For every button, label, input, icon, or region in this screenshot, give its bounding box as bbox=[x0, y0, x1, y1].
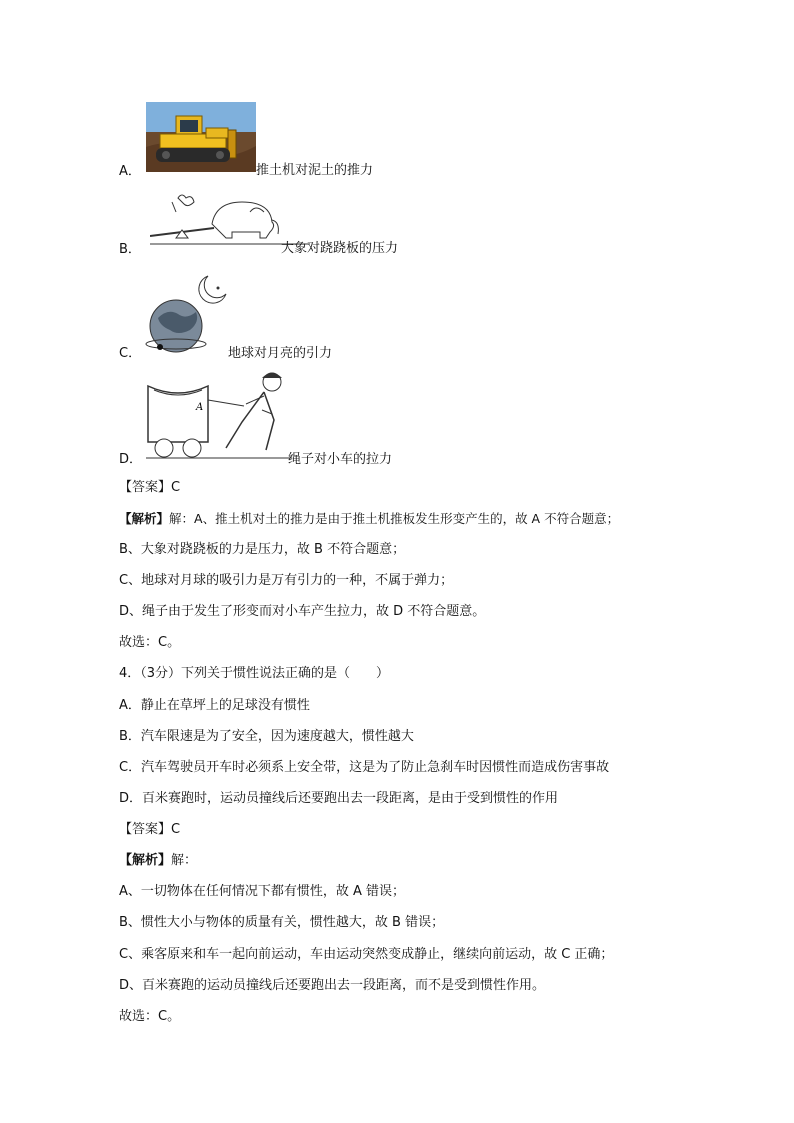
option-a-letter: A． bbox=[119, 164, 141, 179]
analysis-label: 【解析】 bbox=[119, 511, 170, 526]
q3-analysis-line-1: 【解析】解：A、推土机对土的推力是由于推土机推板发生形变产生的，故 A 不符合题意； bbox=[119, 511, 620, 526]
q3-analysis-line-3: C、地球对月球的吸引力是万有引力的一种，不属于弹力； bbox=[119, 573, 454, 588]
option-a-caption: 推土机对泥土的推力 bbox=[256, 163, 374, 178]
q3-answer bbox=[119, 479, 180, 497]
q4-option-b: B．汽车限速是为了安全，因为速度越大，惯性越大 bbox=[119, 729, 414, 744]
q4-conclusion: 故选：C。 bbox=[119, 1009, 181, 1024]
option-d-caption: 绳子对小车的拉力 bbox=[288, 452, 393, 467]
answer-label: 【答案】 bbox=[119, 480, 172, 495]
q4-analysis-line-2: B、惯性大小与物体的质量有关，惯性越大，故 B 错误； bbox=[119, 915, 445, 930]
answer-value: C bbox=[171, 480, 181, 495]
q4-option-c: C．汽车驾驶员开车时必须系上安全带，这是为了防止急刹车时因惯性而造成伤害事故 bbox=[119, 760, 610, 775]
q4-answer bbox=[119, 821, 180, 839]
q4-analysis-line-1: A、一切物体在任何情况下都有惯性，故 A 错误； bbox=[119, 884, 406, 899]
q4-analysis-line-3: C、乘客原来和车一起向前运动，车由运动突然变成静止，继续向前运动，故 C 正确； bbox=[119, 947, 614, 962]
q4-analysis-header: 【解析】解： bbox=[119, 853, 198, 868]
q4-analysis-line-4: D、百米赛跑的运动员撞线后还要跑出去一段距离，而不是受到惯性作用。 bbox=[119, 978, 546, 993]
svg-text:A: A bbox=[196, 402, 204, 413]
q3-conclusion: 故选：C。 bbox=[119, 635, 181, 650]
option-c-letter: C． bbox=[119, 346, 142, 361]
q4-stem: 4．（3分）下列关于惯性说法正确的是（ ） bbox=[119, 666, 390, 681]
q3-analysis-line-4: D、绳子由于发生了形变而对小车产生拉力，故 D 不符合题意。 bbox=[119, 604, 486, 619]
bulldozer-image bbox=[146, 102, 256, 172]
option-d-letter: D． bbox=[119, 452, 143, 467]
option-b-letter: B． bbox=[119, 242, 141, 257]
answer-label: 【答案】 bbox=[119, 822, 172, 837]
q4-option-d: D．百米赛跑时，运动员撞线后还要跑出去一段距离，是由于受到惯性的作用 bbox=[119, 791, 559, 806]
option-c-caption: 地球对月亮的引力 bbox=[228, 346, 333, 361]
boy-pulling-cart-image bbox=[146, 372, 292, 460]
q4-option-a: A．静止在草坪上的足球没有惯性 bbox=[119, 698, 310, 713]
q3-analysis-line-2: B、大象对跷跷板的力是压力，故 B 不符合题意； bbox=[119, 542, 406, 557]
analysis-label: 【解析】 bbox=[119, 853, 172, 868]
earth-moon-image bbox=[144, 268, 234, 358]
option-b-caption: 大象对跷跷板的压力 bbox=[281, 241, 399, 256]
answer-value: C bbox=[171, 822, 181, 837]
